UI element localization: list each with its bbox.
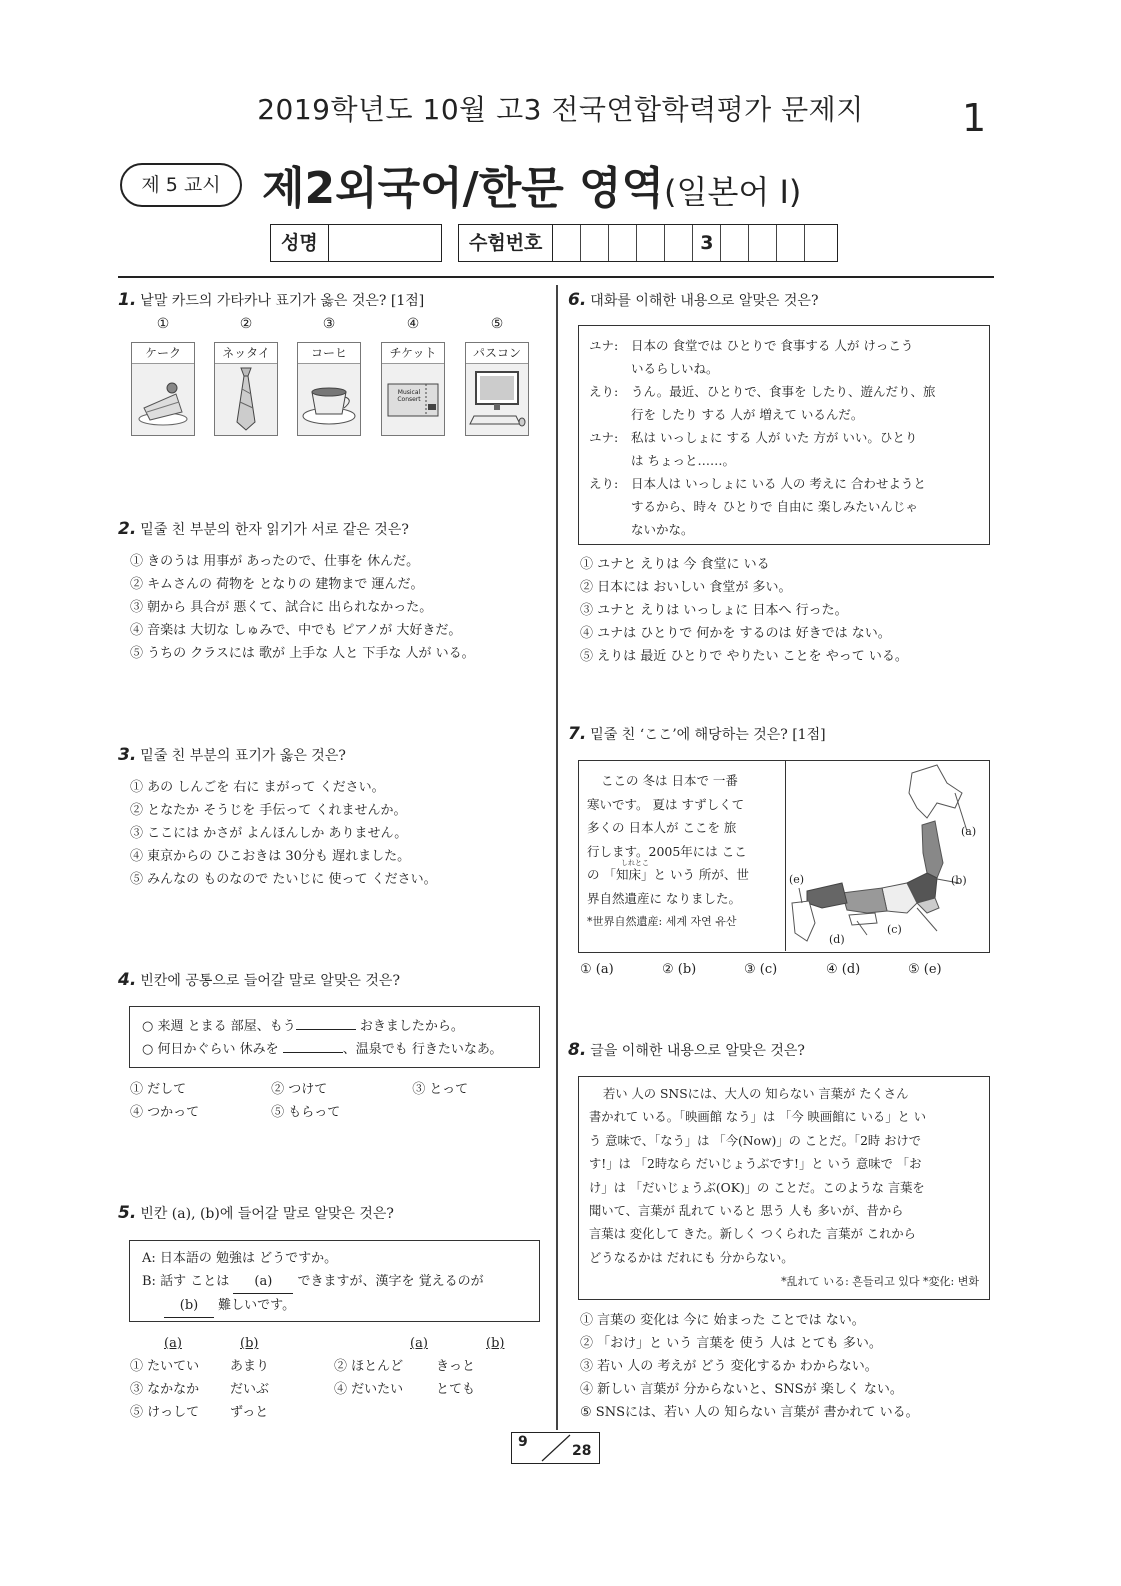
blank [296, 1017, 356, 1030]
q7-passage [587, 769, 779, 934]
option[interactable]: ④ 東京からの ひこおきは 30分も 遅れました。 [130, 849, 411, 864]
q6-options [580, 553, 908, 668]
passage-line: どうなるかは だれにも 分からない。 [589, 1250, 794, 1265]
ticket-text: Musical Consert [397, 389, 421, 403]
speaker: えり: [589, 476, 619, 491]
option-a: ① たいてい [130, 1359, 200, 1374]
subject-title [262, 152, 801, 216]
question-number: 7. [568, 724, 587, 744]
option[interactable]: ① だして [130, 1082, 187, 1097]
option[interactable]: ③ (c) [744, 962, 778, 977]
question-number: 8. [568, 1040, 587, 1060]
card-number: ④ [406, 316, 420, 332]
q6-dialogue-box [578, 325, 990, 545]
exam-digit-cell[interactable] [581, 225, 609, 261]
option-b: あまり [230, 1359, 270, 1374]
q4-box [129, 1006, 540, 1068]
option[interactable]: ⑤ もらって [271, 1105, 341, 1120]
map-label: (e) [789, 873, 805, 886]
card-label: チケット [382, 343, 444, 364]
page-indicator [511, 1432, 600, 1464]
option-b: ずっと [230, 1405, 269, 1420]
option[interactable]: ④ つかって [130, 1105, 200, 1120]
card-number: ① [156, 316, 170, 332]
word-card [214, 342, 278, 436]
header-divider [118, 276, 994, 278]
card-number: ② [239, 316, 253, 332]
subject-sub: (일본어 Ⅰ) [664, 173, 802, 211]
q3-options [130, 776, 437, 891]
question-5 [118, 1203, 394, 1223]
line: 行を したり する 人が 増えて いるんだ。 [631, 407, 864, 422]
q7-options [580, 958, 942, 981]
option[interactable]: ① 言葉の 変化は 今に 始まった ことでは ない。 [580, 1313, 865, 1328]
line: うん。最近、ひとりで、食事を したり、遊んだり、旅 [631, 384, 936, 399]
card-label: ケーク [132, 343, 194, 364]
current-page: 9 [518, 1434, 528, 1450]
line: 私は いっしょに する 人が いた 方が いい。ひとり [631, 430, 918, 445]
page-number: 1 [962, 96, 987, 140]
passage-line: 多くの 日本人が ここを 旅 [587, 820, 737, 835]
exam-digit-cell[interactable] [749, 225, 777, 261]
map-label: (a) [961, 825, 977, 838]
option-a: ③ なかなか [130, 1382, 200, 1397]
exam-digit-cell[interactable]: 3 [693, 225, 721, 261]
box-text: ○ 何日かぐらい 休みを [142, 1042, 279, 1057]
dialogue-line [589, 334, 979, 380]
exam-digit-cell[interactable] [609, 225, 637, 261]
question-text: 빈칸에 공통으로 들어갈 말로 알맞은 것은? [140, 973, 400, 989]
speaker: えり: [589, 384, 619, 399]
footnote: *乱れて いる: 흔들리고 있다 *変化: 변화 [781, 1275, 979, 1289]
column-header-text: (a) [410, 1336, 428, 1351]
passage-line: す!」は 「2時なら だいじょうぶです!」と いう 意味で 「お [589, 1157, 922, 1172]
passage-line: 聞いて、言葉が 乱れて いると 思う 人も 多いが、昔から [589, 1204, 904, 1219]
exam-title: 2019학년도 10월 고3 전국연합학력평가 문제지 [257, 93, 864, 126]
necktie-icon [215, 364, 277, 434]
option[interactable]: ⑤ うちの クラスには 歌が 上手な 人と 下手な 人が いる。 [130, 646, 475, 661]
box-text: B: 話す ことは [142, 1274, 230, 1289]
q7-box [578, 760, 990, 953]
speaker: ユナ: [589, 430, 619, 445]
passage-line: け」は 「だいじょうぶ(OK)」の ことだ。このような 言葉を [589, 1180, 925, 1195]
ruby: しれとこ [621, 859, 649, 867]
footnote: *世界自然遺産: 세계 자연 유산 [587, 915, 737, 928]
passage-line: 若い 人の SNSには、大人の 知らない 言葉が たくさん [603, 1087, 909, 1101]
option[interactable]: ② 日本には おいしい 食堂が 多い。 [580, 580, 792, 595]
dialogue-line [589, 472, 979, 541]
card-label: パスコン [466, 343, 528, 364]
speaker: ユナ: [589, 338, 619, 353]
option-a: ④ だいたい [334, 1382, 404, 1397]
word-card [465, 342, 529, 436]
exam-digit-cell[interactable] [553, 225, 581, 261]
exam-digit-cell[interactable] [805, 225, 832, 261]
name-label: 성명 [271, 225, 329, 261]
column-header [130, 1332, 230, 1355]
question-number: 4. [118, 970, 137, 990]
question-number: 1. [118, 290, 137, 310]
passage-line: 寒いです。 夏は すずしくて [587, 796, 745, 812]
question-7 [568, 724, 826, 744]
line: ないかな。 [631, 522, 694, 537]
option[interactable]: ② キムさんの 荷物を となりの 建物まで 運んだ。 [130, 577, 424, 592]
line: 日本人は いっしょに いる 人の 考えに 合わせようと [631, 476, 926, 491]
question-number: 6. [568, 290, 587, 310]
option[interactable]: ② となたか そうじを 手伝って くれませんか。 [130, 803, 407, 818]
option-row[interactable] [130, 1355, 504, 1378]
map-label: (d) [829, 933, 845, 946]
question-number: 3. [118, 745, 137, 765]
question-4 [118, 970, 400, 990]
option[interactable]: ④ (d) [826, 962, 861, 977]
period-badge: 제 5 교시 [120, 163, 242, 207]
exam-number-label: 수험번호 [459, 225, 553, 261]
question-text: 낱말 카드의 가타카나 표기가 옳은 것은? [1점] [140, 293, 425, 309]
passage-line: ここの 冬は 日本で 一番 [601, 773, 738, 788]
question-text: 대화를 이해한 내용으로 알맞은 것은? [590, 293, 819, 309]
passage-line: う 意味で、「なう」は 「今(Now)」の ことだ。「2時 おけで [589, 1133, 922, 1148]
option-b: だいぶ [230, 1382, 270, 1397]
option[interactable]: ① ユナと えりは 今 食堂に いる [580, 557, 770, 572]
option[interactable]: ② 「おけ」と いう 言葉を 使う 人は とても 多い。 [580, 1336, 882, 1351]
option[interactable]: ④ 新しい 言葉が 分からないと、SNSが 楽しく ない。 [580, 1382, 903, 1397]
q5-box [129, 1240, 540, 1322]
line: いるらしいね。 [631, 361, 719, 376]
cake-icon [132, 364, 194, 434]
box-text: A: 日本語の 勉強は どうですか。 [142, 1251, 338, 1266]
box-text: できますが、漢字を 覚えるのが [297, 1274, 484, 1289]
card-label: ネッタイ [215, 343, 277, 364]
blank-b: (b) [164, 1294, 214, 1318]
column-header-text: (b) [240, 1336, 259, 1351]
option[interactable]: ① きのうは 用事が あったので、仕事を 休んだ。 [130, 554, 420, 569]
map-label: (c) [887, 923, 902, 936]
option[interactable]: ③ 朝から 具合が 悪くて、試合に 出られなかった。 [130, 600, 433, 615]
box-divider [785, 761, 786, 951]
column-header [230, 1332, 374, 1355]
passage-line: 書かれて いる。「映画館 なう」は 「今 映画館に いる」と い [589, 1110, 927, 1125]
box-text: おきましたから。 [359, 1019, 464, 1034]
question-text: 밑줄 친 부분의 표기가 옳은 것은? [140, 748, 346, 764]
card-number: ⑤ [490, 316, 504, 332]
column-header [374, 1332, 442, 1355]
name-field[interactable] [270, 224, 442, 262]
option[interactable]: ③ ユナと えりは いっしょに 日本へ 行った。 [580, 603, 848, 618]
exam-number-field[interactable] [458, 224, 838, 262]
option-b: とても [436, 1382, 476, 1397]
question-number: 5. [118, 1203, 137, 1223]
dialogue-line [589, 426, 979, 472]
card-label: コーヒ [298, 343, 360, 364]
passage-line: 界自然遺産に なりました。 [587, 890, 741, 906]
map-label: (b) [951, 874, 967, 887]
question-3 [118, 745, 346, 765]
q8-options [580, 1309, 919, 1424]
passage-line: 行します。2005年には ここ [587, 843, 747, 859]
option[interactable]: ③ 若い 人の 考えが どう 変化するか わからない。 [580, 1359, 878, 1374]
question-text: 글을 이해한 내용으로 알맞은 것은? [590, 1043, 805, 1059]
column-divider [556, 285, 558, 1430]
option[interactable]: ① (a) [580, 962, 614, 977]
exam-digit-cell[interactable] [777, 225, 805, 261]
blank-a: (a) [233, 1270, 293, 1294]
question-6 [568, 290, 818, 310]
word-card [131, 342, 195, 436]
option-a: ⑤ けっして [130, 1405, 200, 1420]
coffee-cup-icon [298, 364, 360, 434]
option-b: きっと [436, 1359, 476, 1374]
box-text: 難しいです。 [218, 1298, 296, 1313]
box-text: ○ 来週 とまる 部屋、もう [142, 1019, 296, 1034]
dialogue-line [589, 380, 979, 426]
question-2 [118, 519, 409, 539]
exam-digit-cell[interactable] [637, 225, 665, 261]
option[interactable]: ⑤ (e) [908, 962, 942, 977]
column-header-text: (b) [486, 1336, 505, 1351]
box-text: 、温泉でも 行きたいなあ。 [342, 1042, 503, 1057]
question-text: 밑줄 친 부분의 한자 읽기가 서로 같은 것은? [140, 522, 409, 538]
column-header-text: (a) [164, 1336, 182, 1351]
option[interactable]: ① あの しんごを 右に まがって ください。 [130, 780, 385, 795]
card-number: ③ [322, 316, 336, 332]
word-card [381, 342, 445, 436]
option-a: ② ほとんど [334, 1359, 404, 1374]
question-1 [118, 290, 424, 310]
option[interactable]: ② (b) [662, 962, 697, 977]
computer-icon [466, 364, 528, 434]
q4-options [130, 1078, 468, 1124]
passage-line: の 「知床」と いう 所が、世 [587, 867, 749, 882]
option[interactable]: ③ とって [412, 1082, 469, 1097]
q5-options [130, 1332, 504, 1424]
total-pages: 28 [572, 1443, 592, 1459]
q2-options [130, 550, 475, 665]
passage-line: 言葉は 変化して きた。新しく つくられた 言葉が これから [589, 1227, 916, 1242]
option[interactable]: ⑤ みんなの ものなので たいじに 使って ください。 [130, 872, 437, 887]
option-row[interactable] [130, 1401, 504, 1424]
line: 日本の 食堂では ひとりで 食事する 人が けっこう [631, 338, 914, 353]
word-card [297, 342, 361, 436]
option[interactable]: ③ ここには かさが よんほんしか ありません。 [130, 826, 408, 841]
blank [283, 1040, 343, 1053]
exam-digit-cell[interactable] [665, 225, 693, 261]
question-text: 밑줄 친 ‘ここ’에 해당하는 것은? [1점] [590, 727, 826, 743]
column-header [442, 1332, 504, 1355]
option-row[interactable] [130, 1378, 504, 1401]
line: は ちょっと……。 [631, 453, 735, 468]
subject-main: 제2외국어/한문 영역 [262, 163, 665, 214]
line: するから、時々 ひとりで 自由に 楽しみたいんじゃ [631, 499, 918, 514]
question-8 [568, 1040, 805, 1060]
option[interactable]: ⑤ えりは 最近 ひとりで やりたい ことを やって いる。 [580, 649, 908, 664]
q8-box [578, 1076, 990, 1300]
question-number: 2. [118, 519, 137, 539]
question-text: 빈칸 (a), (b)에 들어갈 말로 알맞은 것은? [140, 1206, 394, 1222]
option[interactable]: ④ 音楽は 大切な しゅみで、中でも ピアノが 大好きだ。 [130, 623, 462, 638]
option[interactable]: ④ ユナは ひとりで 何かを するのは 好きでは ない。 [580, 626, 891, 641]
exam-digit-cell[interactable] [721, 225, 749, 261]
option[interactable]: ② つけて [271, 1082, 328, 1097]
option[interactable]: ⑤ SNSには、若い 人の 知らない 言葉が 書かれて いる。 [580, 1405, 919, 1420]
